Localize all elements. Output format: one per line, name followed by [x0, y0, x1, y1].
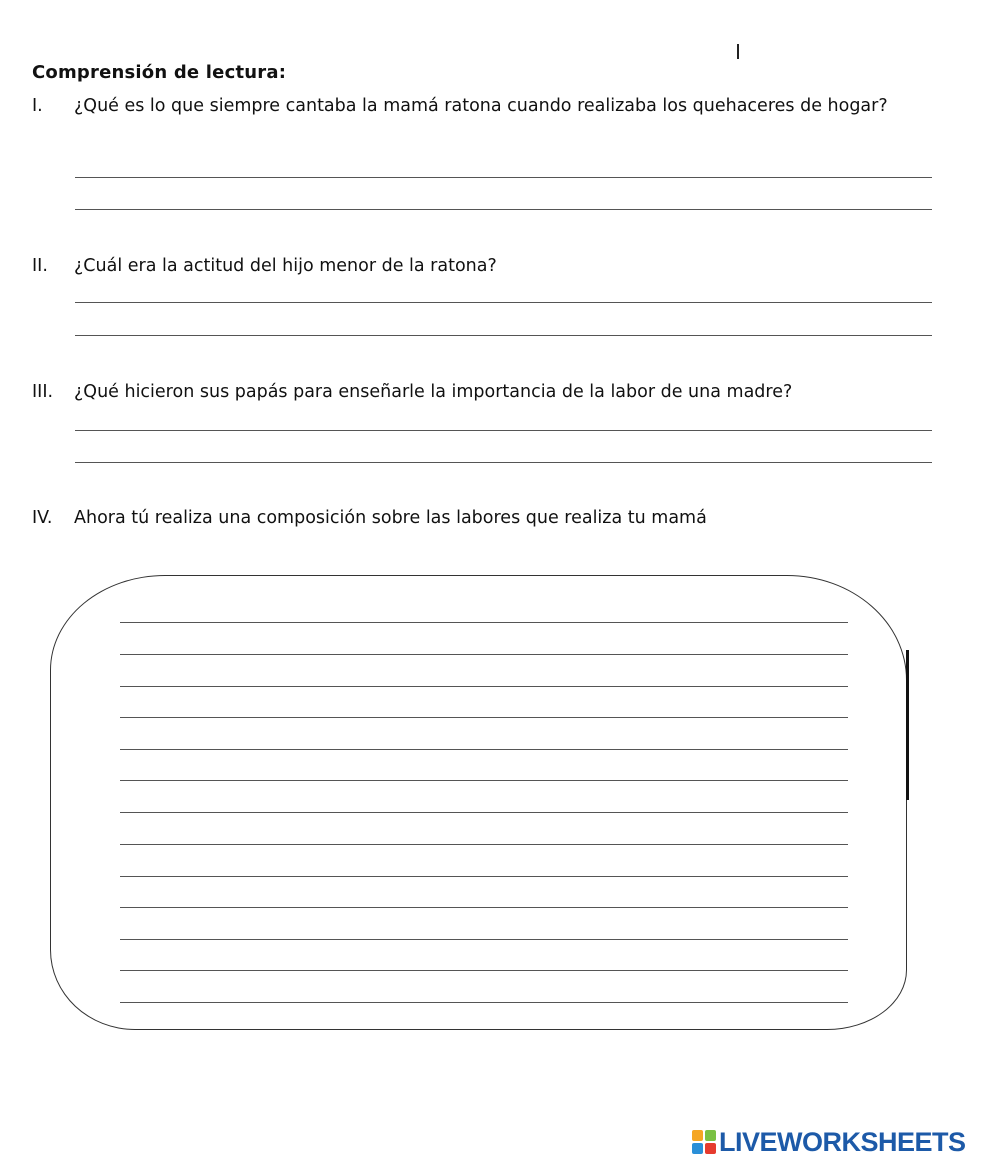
- logo-square-icon: [705, 1130, 716, 1141]
- composition-line[interactable]: [120, 970, 848, 971]
- composition-line[interactable]: [120, 717, 848, 718]
- composition-line[interactable]: [120, 622, 848, 623]
- question-3-answer-line[interactable]: [75, 462, 932, 463]
- question-4: [32, 502, 974, 535]
- composition-line[interactable]: [120, 907, 848, 908]
- question-2-number: II.: [32, 256, 48, 276]
- question-3: [32, 376, 974, 409]
- logo-square-icon: [705, 1143, 716, 1154]
- question-3-answer-line[interactable]: [75, 430, 932, 431]
- composition-box[interactable]: [50, 575, 907, 1030]
- question-4-number: IV.: [32, 508, 53, 528]
- composition-line[interactable]: [120, 844, 848, 845]
- question-2-text: ¿Cuál era la actitud del hijo menor de la ratona?: [74, 256, 497, 276]
- worksheet-heading: Comprensión de lectura:: [32, 62, 287, 83]
- question-3-text: ¿Qué hicieron sus papás para enseñarle la importancia de la labor de una madre?: [74, 382, 793, 402]
- question-1-answer-line[interactable]: [75, 177, 932, 178]
- question-3-number: III.: [32, 382, 54, 402]
- composition-line[interactable]: [120, 939, 848, 940]
- question-1: [32, 90, 974, 123]
- logo-square-icon: [692, 1130, 703, 1141]
- text-cursor-mark: [737, 44, 739, 59]
- composition-line[interactable]: [120, 686, 848, 687]
- liveworksheets-wordmark: LIVEWORKSHEETS: [719, 1126, 966, 1157]
- liveworksheets-logo: [692, 1126, 966, 1158]
- composition-box-edge: [906, 650, 909, 800]
- composition-line[interactable]: [120, 749, 848, 750]
- question-2-answer-line[interactable]: [75, 302, 932, 303]
- question-2: [32, 250, 974, 283]
- composition-line[interactable]: [120, 812, 848, 813]
- question-1-text: ¿Qué es lo que siempre cantaba la mamá ratona cuando realizaba los quehaceres de hogar?: [74, 96, 888, 116]
- question-1-number: I.: [32, 96, 43, 116]
- composition-line[interactable]: [120, 1002, 848, 1003]
- liveworksheets-logo-icon: [692, 1130, 716, 1154]
- question-4-text: Ahora tú realiza una composición sobre las labores que realiza tu mamá: [74, 508, 707, 528]
- question-2-answer-line[interactable]: [75, 335, 932, 336]
- composition-line[interactable]: [120, 654, 848, 655]
- question-1-answer-line[interactable]: [75, 209, 932, 210]
- logo-square-icon: [692, 1143, 703, 1154]
- composition-line[interactable]: [120, 780, 848, 781]
- composition-line[interactable]: [120, 876, 848, 877]
